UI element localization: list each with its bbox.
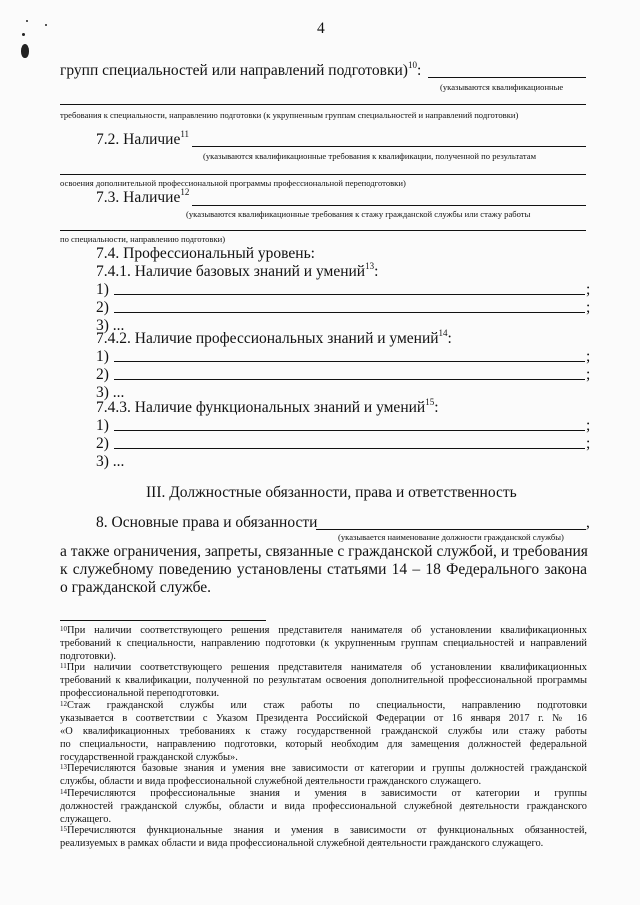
section-7-3-label: 7.3. Наличие [96, 189, 181, 206]
fill-line [316, 529, 586, 530]
footnote-ref-11: 11 [180, 129, 190, 139]
section-3-title: III. Должностные обязанности, права и ответственность [146, 484, 517, 501]
section-8-comma: , [586, 514, 590, 531]
footnote-12-line-1 [60, 699, 587, 712]
semicolon: ; [586, 281, 591, 298]
footnote-ref-13: 13 [365, 261, 375, 271]
note-qual-1: (указываются квалификационные [440, 82, 564, 92]
note-7-2-2: освоения дополнительной профессиональной программы профессиональной переподготовки) [60, 178, 406, 188]
footnote-11-line-2: требований к квалификации, полученной по результатам освоения дополнительной профессиональной программы [60, 675, 587, 686]
fill-line [114, 294, 585, 295]
semicolon: ; [586, 366, 591, 383]
footnote-12-line-3: «О квалификационных требованиях к стажу государственной гражданской службы или стажу работы [60, 726, 587, 737]
footnote-12-text-1: Стаж гражданской службы или стаж работы по специальности, направлению подготовки [67, 700, 587, 711]
section-8-note: (указывается наименование должности гражданской службы) [338, 532, 564, 542]
item-1: 1) [96, 348, 109, 365]
fill-line [114, 379, 585, 380]
footnote-15-text-1: Перечисляются функциональные знания и умения в зависимости от функциональных обязанностей, [67, 825, 587, 836]
fill-line [114, 361, 585, 362]
section-7-4-2 [96, 330, 452, 348]
footnote-11-text-1: При наличии соответствующего решения представителя нанимателя об установлении квалификационных [66, 662, 587, 673]
footnote-ref-14: 14 [438, 328, 448, 338]
footnote-10-number: 10 [60, 625, 67, 633]
colon: : [447, 330, 452, 347]
footnote-separator [60, 620, 266, 621]
footnote-14-number: 14 [60, 788, 67, 796]
fill-line [60, 104, 586, 105]
fill-line [428, 77, 586, 78]
note-7-2-1: (указываются квалификационные требования к квалификации, полученной по результатам [203, 151, 537, 161]
groups-text: групп специальностей или направлений подготовки) [60, 62, 408, 79]
colon: : [434, 399, 439, 416]
footnote-10-line-1 [60, 624, 587, 637]
section-8-body-3: о гражданской службе. [60, 579, 212, 596]
fill-line [192, 205, 586, 206]
footnote-15-number: 15 [60, 825, 67, 833]
item-2: 2) [96, 366, 109, 383]
semicolon: ; [586, 299, 591, 316]
footnote-10-text-1: При наличии соответствующего решения представителя нанимателя об установлении квалификационных [67, 625, 587, 636]
note-7-3-2: по специальности, направлению подготовки) [60, 234, 226, 244]
section-7-4-1-label: 7.4.1. Наличие базовых знаний и умений [96, 263, 366, 280]
footnote-12 [60, 699, 587, 764]
footnote-11-number: 11 [60, 662, 67, 670]
item-3: 3) ... [96, 384, 125, 401]
fill-line [114, 312, 585, 313]
footnote-14-text-1: Перечисляются профессиональные знания и умения в зависимости от категории и группы [67, 788, 587, 799]
footnote-ref-10: 10 [407, 60, 417, 70]
footnote-10 [60, 624, 587, 663]
section-7-4-2-label: 7.4.2. Наличие профессиональных знаний и умений [96, 330, 439, 347]
scan-mark [21, 44, 29, 58]
item-3: 3) ... [96, 317, 125, 334]
footnote-11 [60, 661, 587, 700]
item-2: 2) [96, 435, 109, 452]
fill-line [114, 448, 585, 449]
footnote-10-line-2: требований к специальности, направлению подготовки (к укрупненным группам специальностей и направлений [60, 638, 587, 649]
footnote-13-number: 13 [60, 763, 67, 771]
footnote-11-line-3: профессиональной переподготовки. [60, 688, 220, 699]
scan-speck [22, 33, 25, 36]
footnote-15-line-1 [60, 824, 587, 837]
footnote-12-line-4: по специальности, направлению подготовки, который необходим для замещения должностей федеральной [60, 739, 587, 750]
item-3: 3) ... [96, 453, 125, 470]
section-7-4: 7.4. Профессиональный уровень: [96, 245, 315, 262]
footnote-ref-15: 15 [425, 397, 435, 407]
footnote-12-number: 12 [60, 700, 67, 708]
groups-line [60, 62, 421, 80]
footnote-ref-12: 12 [180, 187, 190, 197]
section-7-4-1 [96, 263, 378, 281]
semicolon: ; [586, 435, 591, 452]
scan-speck [45, 24, 47, 26]
groups-colon: : [416, 62, 422, 79]
footnote-14 [60, 787, 587, 826]
section-7-2 [96, 131, 189, 149]
footnote-14-line-2: должностей гражданской службы, области и вида профессиональной служебной деятельности гражданского [60, 801, 587, 812]
item-2: 2) [96, 299, 109, 316]
item-1: 1) [96, 281, 109, 298]
fill-line [114, 430, 585, 431]
footnote-12-line-5: государственной гражданской службы». [60, 752, 238, 763]
footnote-13-line-2: службы, области и вида профессиональной служебной деятельности гражданского служащего. [60, 776, 482, 787]
semicolon: ; [586, 348, 591, 365]
fill-line [192, 146, 586, 147]
page-number: 4 [317, 20, 325, 37]
footnote-13 [60, 762, 587, 788]
semicolon: ; [586, 417, 591, 434]
footnote-14-line-1 [60, 787, 587, 800]
section-7-2-label: 7.2. Наличие [96, 131, 181, 148]
section-7-4-3-label: 7.4.3. Наличие функциональных знаний и умений [96, 399, 426, 416]
section-8-body-1: а также ограничения, запреты, связанные с гражданской службой, и требования [60, 543, 588, 560]
footnote-15 [60, 824, 587, 850]
section-8-body-2: к служебному поведению установлены статьями 14 – 18 Федерального закона [60, 561, 587, 578]
fill-line [60, 174, 586, 175]
section-7-4-3 [96, 399, 439, 417]
scan-speck [26, 20, 28, 22]
footnote-13-line-1 [60, 762, 587, 775]
colon: : [374, 263, 379, 280]
footnote-13-text-1: Перечисляются базовые знания и умения вне зависимости от категории и группы должностей гражданской [67, 763, 587, 774]
section-8-label: 8. Основные права и обязанности [96, 514, 318, 531]
item-1: 1) [96, 417, 109, 434]
footnote-15-line-2: реализуемых в рамках области и вида профессиональной служебной деятельности гражданского служащего. [60, 838, 544, 849]
note-7-3-1: (указываются квалификационные требования к стажу гражданской службы или стажу работы [186, 209, 531, 219]
section-7-3 [96, 189, 189, 207]
footnote-10-line-3: подготовки). [60, 651, 116, 662]
footnote-11-line-1 [60, 661, 587, 674]
footnote-12-line-2: указывается в соответствии с Указом Президента Российской Федерации от 16 января 2017 г. № 16 [60, 713, 587, 724]
footnote-14-line-3: служащего. [60, 814, 112, 825]
note-qual-2: требования к специальности, направлению подготовки (к укрупненным группам специальностей и направлений подготовки) [60, 110, 519, 120]
fill-line [60, 230, 586, 231]
